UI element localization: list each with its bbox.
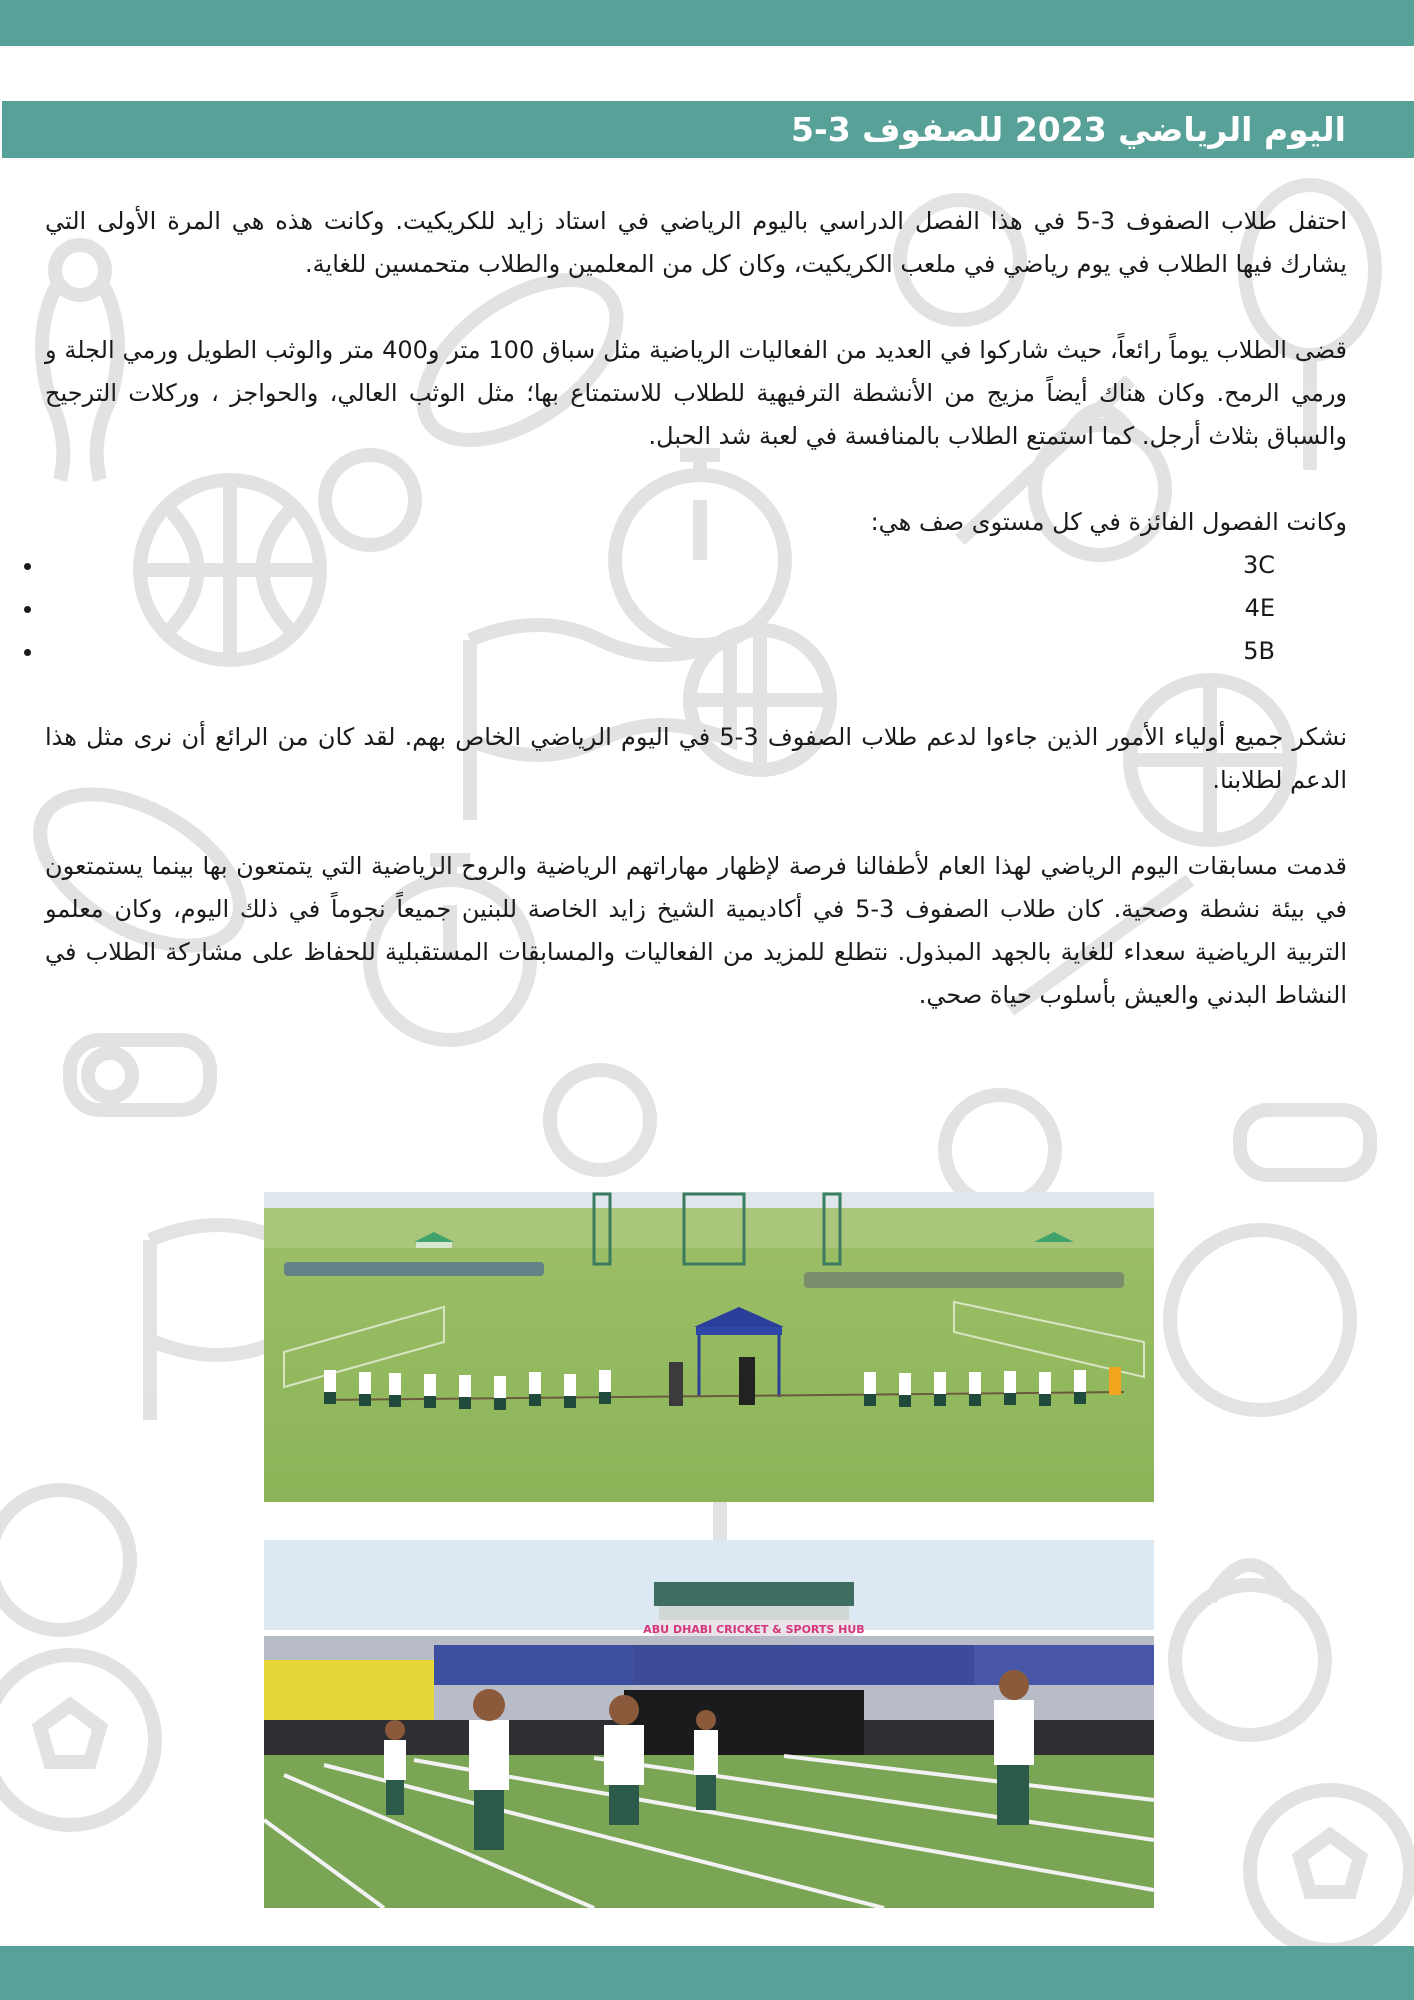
paragraph-events: قضى الطلاب يوماً رائعاً، حيث شاركوا في العديد من الفعاليات الرياضية مثل سباق 100 متر و400 متر والوثب الطويل ورمي الجلة و ورمي الرمح. وكان هناك أيضاً مزيج من الأنشطة الترفيهية للطلاب للاستمتاع بها؛ مثل الوثب العالي، والحواجز ، وركلات الترجيح والسباق بثلاث أرجل. كما استمتع الطلاب بالمنافسة في لعبة شد الحبل.: [45, 336, 1347, 450]
bottom-accent-bar: [0, 1946, 1414, 2000]
winners-list: [45, 544, 1347, 673]
article-body: [45, 200, 1347, 1060]
tug-of-war-photo: [264, 1192, 1154, 1502]
paragraph-thanks: نشكر جميع أولياء الأمور الذين جاءوا لدعم طلاب الصفوف 3-5 في اليوم الرياضي الخاص بهم. لقد كان من الرائع أن نرى مثل هذا الدعم لطلابنا.: [45, 723, 1348, 794]
winner-class: 5B: [1243, 637, 1275, 665]
whistle-icon: [1240, 1110, 1370, 1175]
page-title: اليوم الرياضي 2023 للصفوف 3-5: [791, 110, 1346, 149]
list-item: [45, 544, 1275, 587]
list-item: [45, 587, 1275, 630]
title-banner: [2, 101, 1414, 158]
paragraph-winners-intro: وكانت الفصول الفائزة في كل مستوى صف هي:: [870, 508, 1347, 536]
soccer-ball-icon: [0, 1655, 155, 1825]
top-accent-bar: [0, 0, 1414, 46]
stadium-sign: ABU DHABI CRICKET & SPORTS HUB: [643, 1623, 865, 1636]
winner-class: 3C: [1242, 551, 1275, 579]
list-item: [45, 630, 1275, 673]
winner-class: 4E: [1244, 594, 1275, 622]
kettlebell-icon: [1175, 1565, 1325, 1735]
running-race-photo: [264, 1540, 1154, 1908]
paragraph-conclusion: قدمت مسابقات اليوم الرياضي لهذا العام لأطفالنا فرصة لإظهار مهاراتهم الرياضية والروح الرياضية التي يتمتعون بها بينما يستمتعون في بيئة نشطة وصحية. كان طلاب الصفوف 3-5 في أكاديمية الشيخ زايد الخاصة للبنين جميعاً نجوماً في ذلك اليوم، وكان معلمو التربية الرياضية سعداء للغاية بالجهد المبذول. نتطلع للمزيد من الفعاليات والمسابقات المستقبلية للحفاظ على مشاركة الطلاب في النشاط البدني والعيش بأسلوب حياة صحي.: [45, 852, 1347, 1009]
soccer-ball-icon: [1250, 1790, 1410, 1950]
paragraph-intro: احتفل طلاب الصفوف 3-5 في هذا الفصل الدراسي باليوم الرياضي في استاد زايد للكريكيت. وكانت هذه هي المرة الأولى التي يشارك فيها الطلاب في يوم رياضي في ملعب الكريكيت، وكان كل من المعلمين والطلاب متحمسين للغاية.: [45, 207, 1347, 278]
